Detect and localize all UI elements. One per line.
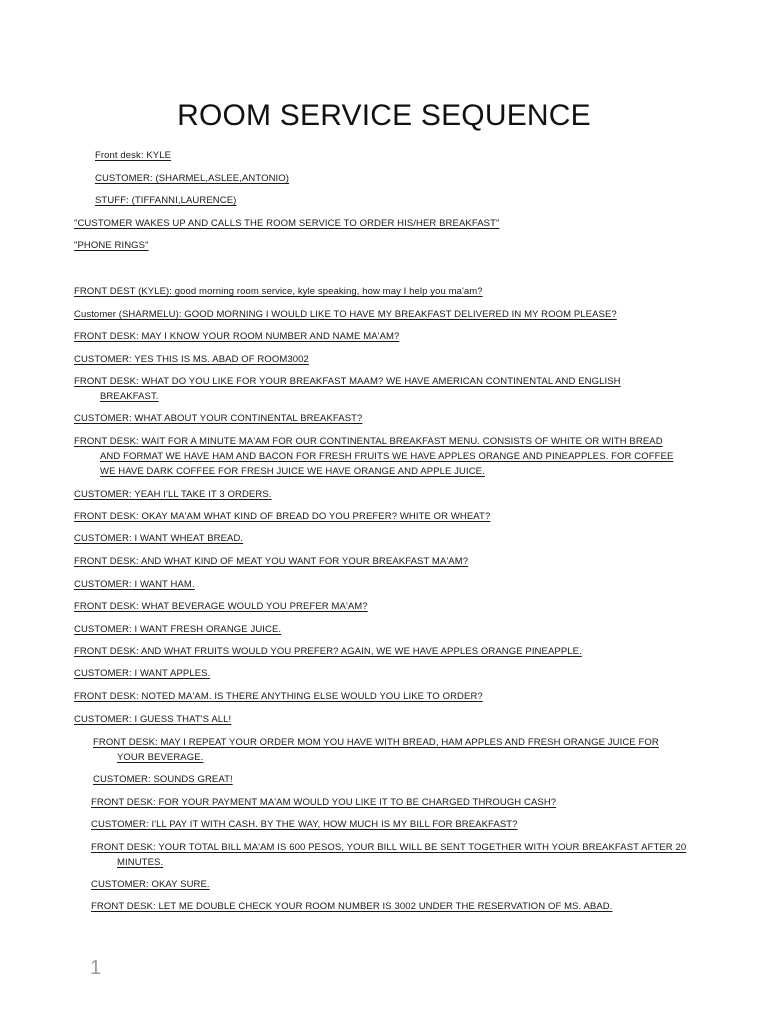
dialogue-line: FRONT DESK: OKAY MA'AM WHAT KIND OF BREAD DO YOU PREFER? WHITE OR WHEAT? bbox=[74, 511, 491, 522]
dialogue-line-continuation: MINUTES. bbox=[117, 857, 164, 868]
dialogue-line: CUSTOMER: I WANT FRESH ORANGE JUICE. bbox=[74, 624, 282, 635]
dialogue-line: FRONT DEST (KYLE): good morning room service, kyle speaking, how may I help you ma'am? bbox=[74, 286, 483, 297]
dialogue-line: CUSTOMER: I WANT WHEAT BREAD. bbox=[74, 533, 244, 544]
dialogue-line: FRONT DESK: MAY I KNOW YOUR ROOM NUMBER AND NAME MA'AM? bbox=[74, 331, 400, 342]
dialogue-line-continuation: YOUR BEVERAGE. bbox=[117, 752, 204, 763]
stage-direction-phone-rings: "PHONE RINGS" bbox=[74, 240, 149, 251]
dialogue-line: FRONT DESK: NOTED MA'AM. IS THERE ANYTHING ELSE WOULD YOU LIKE TO ORDER? bbox=[74, 691, 483, 702]
cast-front-desk: Front desk: KYLE bbox=[95, 150, 172, 161]
dialogue-line: FRONT DESK: FOR YOUR PAYMENT MA'AM WOULD YOU LIKE IT TO BE CHARGED THROUGH CASH? bbox=[91, 797, 557, 808]
dialogue-line: CUSTOMER: WHAT ABOUT YOUR CONTINENTAL BREAKFAST? bbox=[74, 413, 363, 424]
dialogue-line: FRONT DESK: LET ME DOUBLE CHECK YOUR ROOM NUMBER IS 3002 UNDER THE RESERVATION OF MS. ABAD. bbox=[91, 901, 613, 912]
dialogue-line: CUSTOMER: I GUESS THAT'S ALL! bbox=[74, 714, 232, 725]
cast-customer: CUSTOMER: (SHARMEL,ASLEE,ANTONIO) bbox=[95, 173, 290, 184]
dialogue-line: FRONT DESK: WHAT BEVERAGE WOULD YOU PREFER MA'AM? bbox=[74, 601, 368, 612]
dialogue-line: CUSTOMER: YEAH I'LL TAKE IT 3 ORDERS. bbox=[74, 489, 272, 500]
dialogue-line: FRONT DESK: MAY I REPEAT YOUR ORDER MOM YOU HAVE WITH BREAD, HAM APPLES AND FRESH ORANGE JUICE FOR bbox=[93, 737, 659, 748]
dialogue-line: CUSTOMER: I WANT HAM. bbox=[74, 579, 195, 590]
dialogue-line-continuation: AND FORMAT WE HAVE HAM AND BACON FOR FRESH FRUITS WE HAVE APPLES ORANGE AND PINEAPPLES. FOR COFFEE bbox=[100, 451, 674, 462]
cast-stuff: STUFF: (TIFFANNI,LAURENCE) bbox=[95, 195, 237, 206]
dialogue-line: FRONT DESK: YOUR TOTAL BILL MA'AM IS 600 PESOS, YOUR BILL WILL BE SENT TOGETHER WITH YOUR BREAKFAST AFTER 20 bbox=[91, 842, 687, 853]
dialogue-line-continuation: WE HAVE DARK COFFEE FOR FRESH JUICE WE HAVE ORANGE AND APPLE JUICE. bbox=[100, 466, 485, 477]
dialogue-line-continuation: BREAKFAST. bbox=[100, 391, 159, 402]
dialogue-line: CUSTOMER: YES THIS IS MS. ABAD OF ROOM3002 bbox=[74, 354, 309, 365]
dialogue-line: CUSTOMER: OKAY SURE. bbox=[91, 879, 210, 890]
document-title: ROOM SERVICE SEQUENCE bbox=[177, 99, 591, 132]
dialogue-line: CUSTOMER: SOUNDS GREAT! bbox=[93, 774, 233, 785]
dialogue-line: FRONT DESK: WAIT FOR A MINUTE MA'AM FOR OUR CONTINENTAL BREAKFAST MENU. CONSISTS OF WHITE OR WITH BREAD bbox=[74, 436, 663, 447]
stage-direction-wakes-up: "CUSTOMER WAKES UP AND CALLS THE ROOM SERVICE TO ORDER HIS/HER BREAKFAST" bbox=[74, 218, 500, 229]
page-number: 1 bbox=[90, 957, 102, 979]
dialogue-line: Customer (SHARMELU): GOOD MORNING I WOULD LIKE TO HAVE MY BREAKFAST DELIVERED IN MY ROOM PLEASE? bbox=[74, 309, 617, 320]
dialogue-line: CUSTOMER: I WANT APPLES. bbox=[74, 668, 211, 679]
dialogue-line: CUSTOMER: I'LL PAY IT WITH CASH. BY THE WAY, HOW MUCH IS MY BILL FOR BREAKFAST? bbox=[91, 819, 518, 830]
dialogue-line: FRONT DESK: WHAT DO YOU LIKE FOR YOUR BREAKFAST MAAM? WE HAVE AMERICAN CONTINENTAL AND ENGLISH bbox=[74, 376, 621, 387]
dialogue-line: FRONT DESK: AND WHAT FRUITS WOULD YOU PREFER? AGAIN, WE WE HAVE APPLES ORANGE PINEAPPLE. bbox=[74, 646, 582, 657]
dialogue-line: FRONT DESK: AND WHAT KIND OF MEAT YOU WANT FOR YOUR BREAKFAST MA'AM? bbox=[74, 556, 469, 567]
